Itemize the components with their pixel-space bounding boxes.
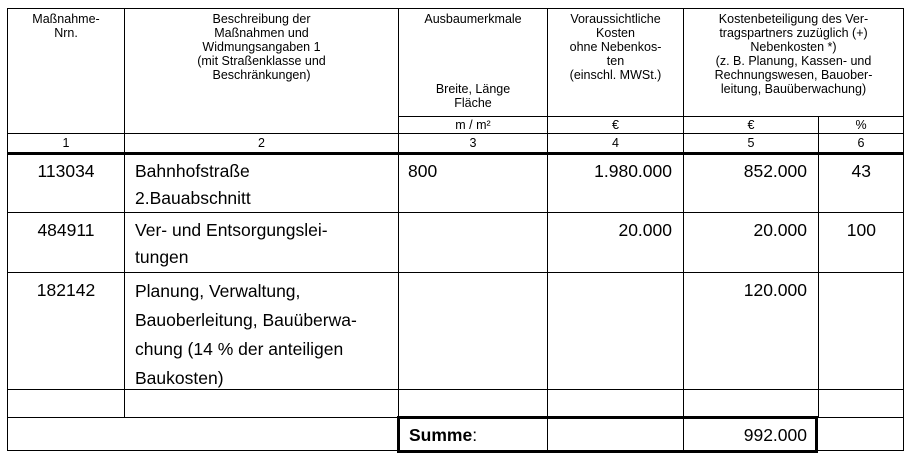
row-ausbaumerkmale: 800 bbox=[408, 161, 438, 181]
unit-col3: m / m² bbox=[455, 118, 491, 132]
row-prozent: 43 bbox=[851, 161, 871, 181]
row-massnahme-nr: 484911 bbox=[37, 220, 95, 240]
row-prozent: 100 bbox=[846, 220, 876, 240]
summary-total: 992.000 bbox=[743, 425, 807, 445]
grid-line bbox=[398, 116, 904, 117]
column-number: 4 bbox=[612, 136, 619, 150]
row-beteiligung: 120.000 bbox=[743, 280, 807, 300]
header-kosten: Voraussichtliche Kosten ohne Nebenkos- ten (einschl. MWSt.) bbox=[569, 12, 662, 82]
column-number: 5 bbox=[747, 136, 755, 150]
grid-line bbox=[903, 8, 904, 451]
row-kosten: 20.000 bbox=[618, 220, 672, 240]
header-ausbaumerkmale: Ausbaumerkmale bbox=[424, 12, 522, 26]
column-number: 1 bbox=[62, 136, 70, 150]
column-number: 6 bbox=[857, 136, 865, 150]
row-beteiligung: 20.000 bbox=[753, 220, 807, 240]
column-number: 3 bbox=[469, 136, 477, 150]
header-kostenbeteiligung: Kostenbeteiligung des Ver- tragspartners zuzüglich (+) Nebenkosten *) (z. B. Planung, Kassen- und Rechnungswesen, Bauober- leitung, Bauüberwachung) bbox=[714, 12, 873, 96]
summary-label-colon: : bbox=[472, 425, 478, 445]
unit-col5: € bbox=[747, 118, 755, 132]
row-massnahme-nr: 113034 bbox=[37, 161, 95, 181]
header-massnahme-nr: Maßnahme- Nrn. bbox=[32, 12, 100, 40]
summary-label bbox=[409, 422, 546, 449]
unit-col6: % bbox=[855, 118, 867, 132]
grid-line bbox=[7, 212, 904, 213]
header-beschreibung: Beschreibung der Maßnahmen und Widmungsangaben 1 (mit Straßenklasse und Beschränkungen) bbox=[197, 12, 326, 82]
header-ausbaumerkmale-sub: Breite, Länge Fläche bbox=[435, 82, 511, 110]
row-beteiligung: 852.000 bbox=[743, 161, 807, 181]
unit-col4: € bbox=[612, 118, 619, 132]
grid-line bbox=[7, 152, 904, 155]
row-massnahme-nr: 182142 bbox=[36, 280, 96, 300]
grid-line bbox=[7, 8, 904, 9]
row-beschreibung: Bahnhofstraße 2.Bauabschnitt bbox=[135, 161, 251, 208]
row-kosten: 1.980.000 bbox=[594, 161, 672, 181]
column-number: 2 bbox=[258, 136, 265, 150]
grid-line bbox=[7, 272, 904, 273]
row-beschreibung: Ver- und Entsorgungslei- tungen bbox=[135, 220, 328, 267]
row-beschreibung: Planung, Verwaltung, Bauoberleitung, Bauüberwa- chung (14 % der anteiligen Baukosten) bbox=[135, 281, 357, 388]
grid-line bbox=[7, 133, 904, 134]
summary-label-text: Summe bbox=[409, 425, 473, 445]
